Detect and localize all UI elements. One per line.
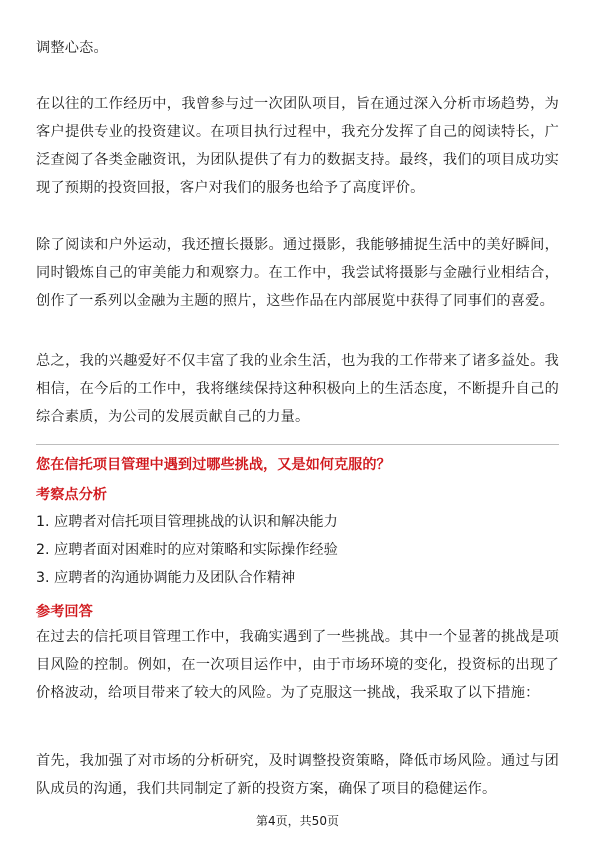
analysis-heading: 考察点分析 xyxy=(36,487,107,503)
answer-heading: 参考回答 xyxy=(36,604,93,620)
analysis-item: 1. 应聘者对信托项目管理挑战的认识和解决能力 xyxy=(36,514,338,530)
paragraph-intro-tail: 调整心态。 xyxy=(36,40,108,56)
answer-paragraph-challenge: 在过去的信托项目管理工作中，我确实遇到了一些挑战。其中一个显著的挑战是项目风险的控制。例如，在一次项目运作中，由于市场环境的变化，投资标的出现了价格波动，给项目带来了较大的风险。为了克服这一挑战，我采取了以下措施： xyxy=(36,629,559,701)
paragraph-photography: 除了阅读和户外运动，我还擅长摄影。通过摄影，我能够捕捉生活中的美好瞬间，同时锻炼自己的审美能力和观察力。在工作中，我尝试将摄影与金融行业相结合，创作了一系列以金融为主题的照片，这些作品在内部展览中获得了同事们的喜爱。 xyxy=(36,237,559,309)
paragraph-summary: 总之，我的兴趣爱好不仅丰富了我的业余生活，也为我的工作带来了诸多益处。我相信，在今后的工作中，我将继续保持这种积极向上的生活态度，不断提升自己的综合素质，为公司的发展贡献自己的力量。 xyxy=(36,353,559,425)
page-number: 第4页，共50页 xyxy=(256,814,339,828)
paragraph-team-project: 在以往的工作经历中，我曾参与过一次团队项目，旨在通过深入分析市场趋势，为客户提供专业的投资建议。在项目执行过程中，我充分发挥了自己的阅读特长，广泛查阅了各类金融资讯，为团队提供了有力的数据支持。最终，我们的项目成功实现了预期的投资回报，客户对我们的服务也给予了高度评价。 xyxy=(36,96,559,196)
answer-paragraph-measures: 首先，我加强了对市场的分析研究，及时调整投资策略，降低市场风险。通过与团队成员的沟通，我们共同制定了新的投资方案，确保了项目的稳健运作。 xyxy=(36,753,559,797)
analysis-item: 3. 应聘者的沟通协调能力及团队合作精神 xyxy=(36,570,296,586)
section-divider xyxy=(36,444,559,445)
analysis-item: 2. 应聘者面对困难时的应对策略和实际操作经验 xyxy=(36,542,338,558)
interview-question: 您在信托项目管理中遇到过哪些挑战，又是如何克服的？ xyxy=(36,457,391,473)
